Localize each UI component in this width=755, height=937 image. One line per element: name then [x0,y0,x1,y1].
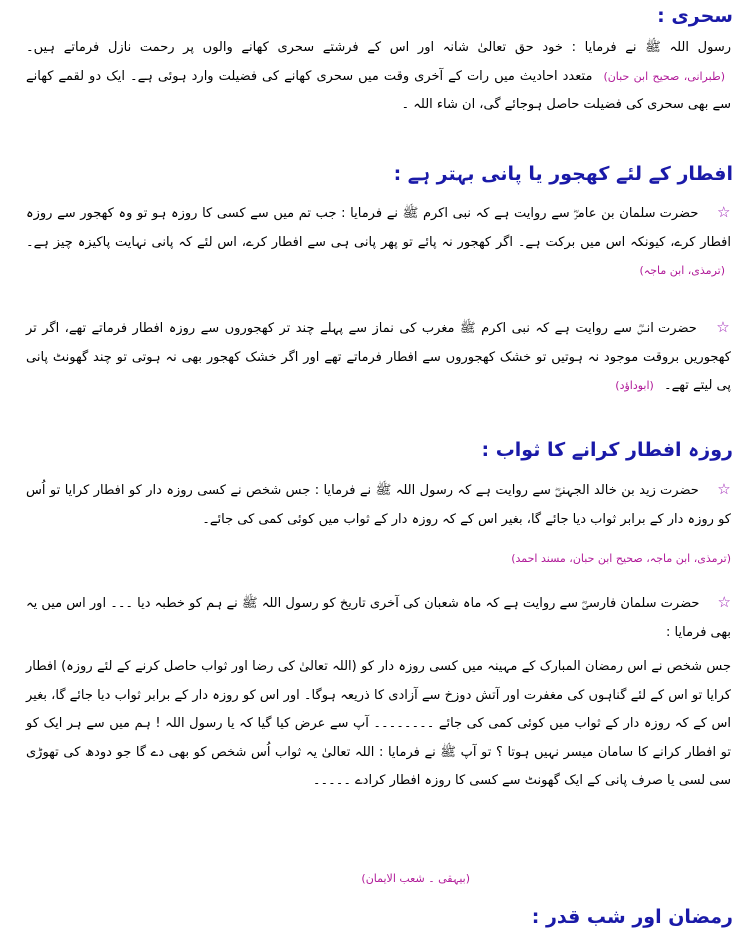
paragraph-thawab-hadith-1 [26,475,731,534]
paragraph-thawab-hadith-2 [26,588,731,647]
heading-thawab: روزہ افطار کرانے کا ثواب : [481,439,733,461]
star-icon: ☆ [716,318,732,336]
quote-text: جس شخص نے اس رمضان المبارک کے مہینہ میں کسی روزہ دار کو (اللہ تعالیٰ کی رضا اور ثواب حاصل کرنے کے لئے روزہ) افطار کرایا تو اس کے لئے گناہوں کی مغفرت اور آتش دوزخ سے آزادی کا ذریعہ ہوگا۔ اور اس کو روزہ دار کے برابر ثواب دیا جائے گا، بغیر اس کے کہ روزہ دار کے ثواب میں کوئی کمی کی جائے ۔۔۔۔۔۔۔۔ آپ سے عرض کیا گیا کہ یا رسول اللہ ! ہم میں سے ہر ایک کو تو افطار کرانے کا سامان میسر نہیں ہوتا ؟ تو آپ ﷺ نے فرمایا : اللہ تعالیٰ یہ ثواب اُس شخص کو بھی دے گا جو دودھ کی تھوڑی سی لسی یا صرف پانی کے ایک گھونٹ سے کسی کا روزہ افطار کرادے ۔۔۔۔۔ [26,659,731,788]
hadith-text: حضرت زید بن خالد الجہنیؓ سے روایت ہے کہ رسول اللہ ﷺ نے فرمایا : جس شخص نے کسی روزہ دار کو افطار کرایا تو اُس کو روزہ دار کے برابر ثواب دیا جائے گا، بغیر اس کے کہ روزہ دار کے ثواب میں کوئی کمی کی جائے۔ [26,483,731,527]
paragraph-iftar-hadith-2 [26,313,731,401]
heading-iftar: افطار کے لئے کھجور یا پانی بہتر ہے : [393,163,733,185]
reference-thawab-2: (بیہقی ۔ شعب الایمان) [361,872,470,885]
hadith-text: حضرت سلمان فارسیؓ سے روایت ہے کہ ماہ شعبان کی آخری تاریخ کو رسول اللہ ﷺ نے ہم کو خطبہ دیا ۔۔۔ اور اس میں یہ بھی فرمایا : [26,596,731,640]
paragraph-sehri [26,34,731,120]
paragraph-sehri-cont: متعدد احادیث میں رات کے آخری وقت میں سحری کھانے کی فضیلت وارد ہوئی ہے۔ ایک دو لقمے کھانے سے بھی سحری کی فضیلت حاصل ہوجائے گی، ان شاء اللہ ۔ [26,68,731,112]
reference-sehri: (طبرانی، صحیح ابن حبان) [603,69,725,83]
reference-iftar-1: (ترمذی، ابن ماجہ) [639,264,725,277]
paragraph-iftar-hadith-1 [26,198,731,286]
paragraph-sehri-text: رسول اللہ ﷺ نے فرمایا : خود حق تعالیٰ شانہ اور اس کے فرشتے سحری کھانے والوں پر رحمت نازل فرماتے ہیں۔ [26,40,731,55]
hadith-text: حضرت سلمان بن عامرؓ سے روایت ہے کہ نبی اکرم ﷺ نے فرمایا : جب تم میں سے کسی کا روزہ ہو تو وہ کھجور سے روزہ افطار کرے، کیونکہ اس میں برکت ہے۔ اگر کھجور نہ پائے تو پھر پانی ہی سے افطار کرے، اس لئے کہ پانی نہایت پاکیزہ چیز ہے۔ [26,206,731,250]
heading-sehri: سحری : [657,5,733,27]
reference-iftar-2: (ابوداؤد) [615,379,654,392]
star-icon: ☆ [717,480,731,498]
paragraph-thawab-quote [26,653,731,796]
star-icon: ☆ [717,593,731,611]
hadith-text: حضرت انسؓ سے روایت ہے کہ نبی اکرم ﷺ مغرب کی نماز سے پہلے چند تر کھجوروں سے روزہ افطار فرماتے تھے، اگر تر کھجوریں بروقت موجود نہ ہوتیں تو خشک کھجوروں سے افطار فرماتے تھے اور اگر خشک کھجور بھی نہ ہوتی تو چند گھونٹ پانی پی لیتے تھے۔ [26,321,731,393]
heading-shab-e-qadr: رمضان اور شب قدر : [531,906,733,928]
star-icon: ☆ [717,203,731,221]
reference-thawab-1: (ترمذی، ابن ماجہ، صحیح ابن حبان، مسند احمد) [511,552,731,565]
